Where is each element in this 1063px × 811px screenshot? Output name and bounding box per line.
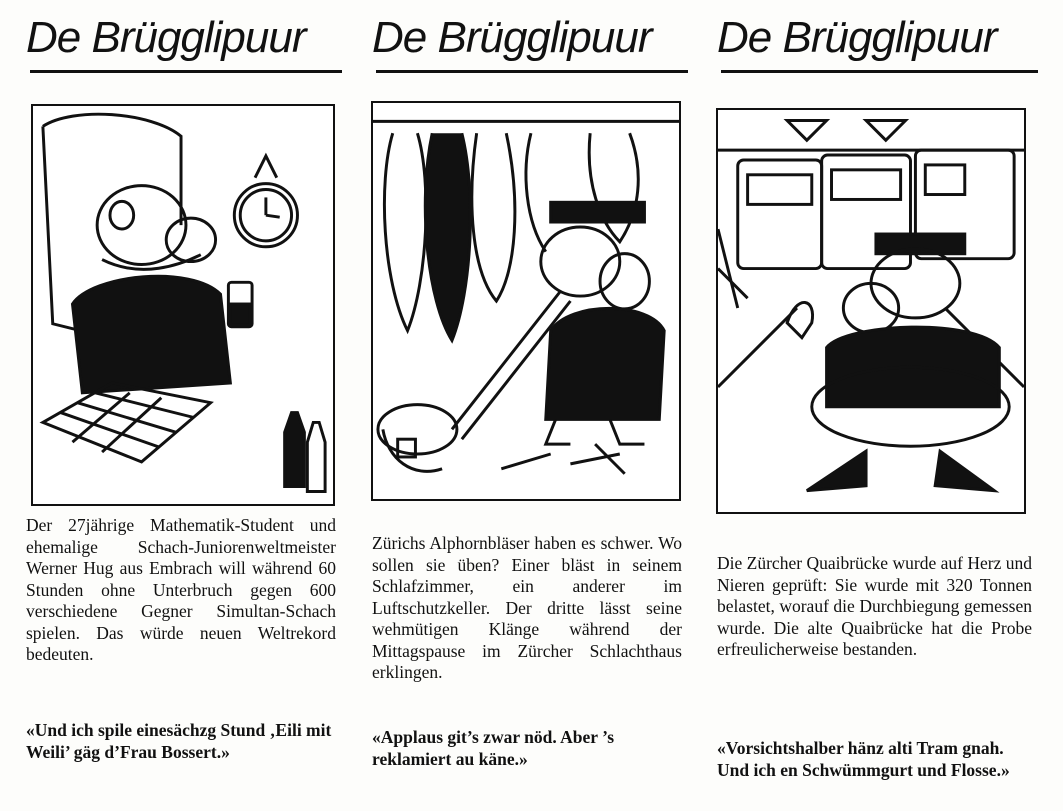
column-chess — [22, 0, 342, 811]
title-underline — [721, 70, 1038, 73]
article-quote: «Und ich spile einesächzg Stund ‚Eili mit Weili’ gäg d’Frau Bossert.» — [26, 720, 332, 762]
column-quaibruecke — [713, 0, 1038, 811]
column-title: De Brügglipuur — [26, 13, 306, 62]
article-text: Der 27jährige Mathematik-Student und ehemalige Schach-Juniorenweltmeister Werner Hug aus Embrach will während 60 Stunden ohne Unterbruch gegen 600 verschiedene Gegner Simultan-Schach spielen. Das würde neuen Weltrekord bedeuten. — [26, 515, 336, 664]
column-title: De Brügglipuur — [717, 13, 997, 62]
article-text: Zürichs Alphornbläser haben es schwer. Wo sollen sie üben? Einer bläst in seinem Schlafzimmer, ein anderer im Luftschutzkeller. Der dritte lässt seine wehmütigen Klänge während der Mittagspause im Zürcher Schlachthaus erklingen. — [372, 533, 682, 682]
article-quote: «Vorsichtshalber hänz alti Tram gnah. Und ich en Schwümmgurt und Flosse.» — [717, 738, 1010, 780]
chess-cartoon-drawing — [33, 106, 333, 504]
article-quote: «Applaus git’s zwar nöd. Aber ’s reklamiert au käne.» — [372, 727, 615, 769]
column-title: De Brügglipuur — [372, 13, 652, 62]
title-underline — [376, 70, 688, 73]
bridge-cartoon-drawing — [718, 110, 1024, 512]
bridge-swimmer-cartoon — [716, 108, 1026, 514]
chess-player-cartoon — [31, 104, 335, 506]
alphorn-player-cartoon — [371, 101, 681, 501]
title-underline — [30, 70, 342, 73]
column-alphorn — [368, 0, 688, 811]
article-text: Die Zürcher Quaibrücke wurde auf Herz und Nieren geprüft: Sie wurde mit 320 Tonnen belastet, worauf die Durchbiegung gemessen wurde. Die alte Quaibrücke hat die Probe erfreulicherweise bestanden. — [717, 553, 1032, 659]
alphorn-cartoon-drawing — [373, 103, 679, 499]
